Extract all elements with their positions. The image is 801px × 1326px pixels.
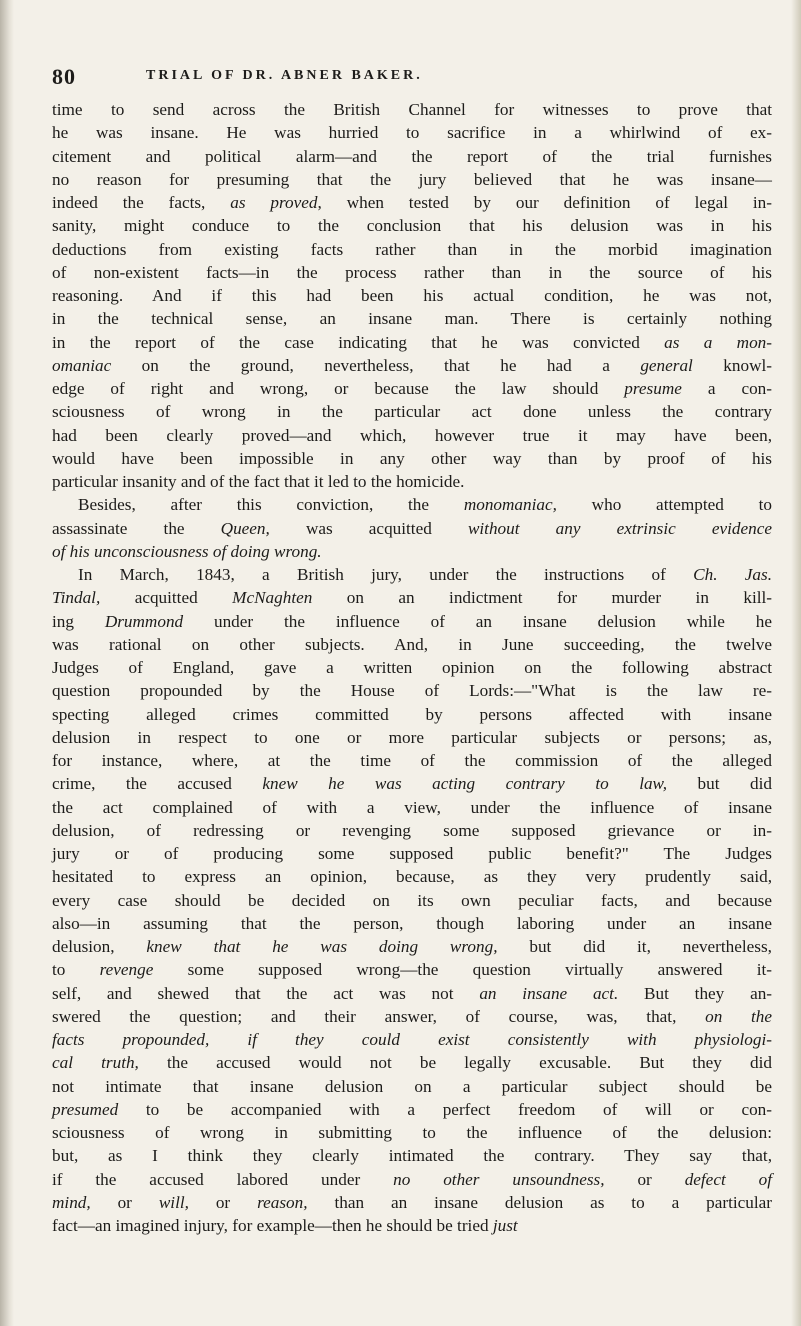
text-line bbox=[52, 447, 772, 470]
text-line bbox=[52, 958, 772, 981]
text-run: citement and political alarm—and the report of the trial furnishes bbox=[52, 146, 772, 166]
text-run: deductions from existing facts rather than in the morbid imagination bbox=[52, 239, 772, 259]
text-line bbox=[52, 493, 772, 516]
text-run: in the technical sense, an insane man. There is certainly nothing bbox=[52, 309, 772, 329]
body-text bbox=[52, 98, 772, 1237]
text-run: or bbox=[90, 1192, 159, 1212]
text-run: ing bbox=[52, 611, 105, 631]
text-line bbox=[52, 191, 772, 214]
text-line bbox=[52, 586, 772, 609]
text-run: particular insanity and of the fact that it led to the homicide. bbox=[52, 472, 465, 491]
text-run: , when tested by our definition of legal in- bbox=[317, 193, 772, 212]
text-run: indeed the facts, bbox=[52, 193, 231, 212]
text-line bbox=[52, 517, 772, 540]
text-line bbox=[52, 1075, 772, 1098]
text-run: in the report of the case indicating that he was convicted bbox=[52, 332, 665, 352]
text-run: or bbox=[188, 1192, 258, 1212]
text-run: or bbox=[604, 1169, 685, 1189]
italic-text: knew that he was doing wrong, bbox=[146, 937, 498, 956]
text-line bbox=[52, 563, 772, 586]
text-line bbox=[52, 633, 772, 656]
text-line bbox=[52, 1028, 772, 1051]
italic-text: omaniac bbox=[52, 355, 112, 375]
text-line bbox=[52, 424, 772, 447]
italic-text: Tindal, bbox=[52, 588, 101, 608]
text-run: every case should be decided on its own peculiar facts, and because bbox=[52, 890, 772, 910]
text-run: also—in assuming that the person, though laboring under an insane bbox=[52, 913, 772, 933]
text-run: no reason for presuming that the jury believed that he was insane— bbox=[52, 169, 772, 189]
italic-text: no other unsoundness, bbox=[393, 1169, 605, 1189]
text-line bbox=[52, 1191, 772, 1214]
text-line bbox=[52, 400, 772, 423]
text-run: knowl- bbox=[692, 355, 772, 375]
text-run: than an insane delusion as to a particular bbox=[307, 1192, 772, 1212]
text-run: but did it, nevertheless, bbox=[497, 937, 772, 956]
text-line bbox=[52, 1098, 772, 1121]
text-line bbox=[52, 889, 772, 912]
text-line bbox=[52, 935, 772, 958]
running-head: TRIAL OF DR. ABNER BAKER. bbox=[146, 68, 423, 83]
text-run: Besides, after this conviction, the bbox=[78, 495, 464, 515]
text-run: Judges of England, gave a written opinion on the following abstract bbox=[52, 658, 772, 677]
text-line bbox=[52, 726, 772, 749]
text-run: the accused would not be legally excusable. But they did bbox=[138, 1053, 772, 1073]
text-run: reasoning. And if this had been his actual condition, he was not, bbox=[52, 286, 772, 305]
text-run: under the influence of an insane delusion while he bbox=[183, 611, 773, 631]
text-line bbox=[52, 214, 772, 237]
italic-text: mind, bbox=[52, 1192, 91, 1212]
text-line bbox=[52, 679, 772, 702]
text-line bbox=[52, 656, 772, 679]
italic-text: general bbox=[640, 355, 693, 375]
text-run: delusion, of redressing or revenging some supposed grievance or in- bbox=[52, 820, 772, 840]
text-line bbox=[52, 98, 772, 121]
italic-text: without any extrinsic evidence bbox=[467, 518, 772, 538]
page-edge-shadow bbox=[791, 0, 801, 1326]
italic-text: as a mon- bbox=[664, 332, 772, 352]
text-run: on an indictment for murder in kill- bbox=[312, 588, 772, 608]
page-number: 80 bbox=[52, 64, 76, 89]
text-run: to bbox=[52, 960, 100, 980]
page-header bbox=[52, 64, 772, 88]
text-line bbox=[52, 865, 772, 888]
text-run: question propounded by the House of Lords:—"What is the law re- bbox=[52, 681, 772, 701]
text-line bbox=[52, 168, 772, 191]
italic-text: of his unconsciousness of doing wrong. bbox=[52, 541, 322, 561]
text-line bbox=[52, 796, 772, 819]
italic-text: defect of bbox=[684, 1169, 772, 1189]
text-line bbox=[52, 121, 772, 144]
italic-text: facts propounded, if they could exist consistently with physiologi- bbox=[52, 1030, 772, 1049]
text-run: would have been impossible in any other way than by proof of his bbox=[52, 448, 772, 468]
text-line bbox=[52, 540, 772, 563]
italic-text: as proved bbox=[230, 193, 318, 212]
text-run: hesitated to express an opinion, because, as they very prudently said, bbox=[52, 867, 772, 887]
page-binding-shadow bbox=[0, 0, 14, 1326]
text-line bbox=[52, 819, 772, 842]
text-line bbox=[52, 1005, 772, 1028]
text-run: he was insane. He was hurried to sacrifice in a whirlwind of ex- bbox=[52, 123, 772, 143]
text-run: if the accused labored under bbox=[52, 1169, 394, 1189]
text-run: specting alleged crimes committed by persons affected with insane bbox=[52, 704, 772, 724]
italic-text: presumed bbox=[52, 1099, 119, 1119]
text-line bbox=[52, 470, 772, 493]
text-run: But they an- bbox=[618, 983, 773, 1003]
text-run: jury or of producing some supposed public benefit?" The Judges bbox=[52, 844, 772, 863]
italic-text: will, bbox=[158, 1192, 189, 1212]
italic-text: reason, bbox=[257, 1192, 308, 1212]
text-run: crime, the accused bbox=[52, 774, 263, 794]
text-run: swered the question; and their answer, of course, was, that, bbox=[52, 1006, 706, 1026]
text-run: but did bbox=[667, 774, 772, 794]
text-line bbox=[52, 1144, 772, 1167]
text-run: not intimate that insane delusion on a particular subject should be bbox=[52, 1076, 772, 1096]
text-run: but, as I think they clearly intimated the contrary. They say that, bbox=[52, 1146, 772, 1166]
text-line bbox=[52, 238, 772, 261]
text-run: time to send across the British Channel for witnesses to prove that bbox=[52, 100, 772, 119]
italic-text: monomaniac, bbox=[463, 495, 557, 515]
text-run: some supposed wrong—the question virtually answered it- bbox=[153, 960, 772, 980]
text-run: edge of right and wrong, or because the law should bbox=[52, 379, 625, 398]
italic-text: revenge bbox=[99, 960, 154, 980]
text-run: delusion in respect to one or more particular subjects or persons; as, bbox=[52, 727, 772, 747]
text-line bbox=[52, 982, 772, 1005]
text-line bbox=[52, 772, 772, 795]
text-run: for instance, where, at the time of the commission of the alleged bbox=[52, 751, 772, 770]
text-run: sciousness of wrong in submitting to the influence of the delusion: bbox=[52, 1123, 772, 1142]
italic-text: on the bbox=[705, 1006, 773, 1026]
text-line bbox=[52, 1168, 772, 1191]
text-line bbox=[52, 284, 772, 307]
text-run: sanity, might conduce to the conclusion that his delusion was in his bbox=[52, 216, 772, 236]
italic-text: McNaghten bbox=[232, 588, 313, 608]
text-run: a con- bbox=[681, 379, 772, 398]
text-line bbox=[52, 703, 772, 726]
italic-text: presume bbox=[624, 379, 682, 398]
text-run: on the ground, nevertheless, that he had a bbox=[111, 355, 641, 375]
italic-text: just bbox=[492, 1216, 518, 1235]
text-run: who attempted to bbox=[556, 495, 772, 515]
italic-text: Ch. Jas. bbox=[693, 565, 773, 584]
text-line bbox=[52, 1121, 772, 1144]
text-line bbox=[52, 842, 772, 865]
text-run: acquitted bbox=[100, 588, 233, 608]
text-line bbox=[52, 307, 772, 330]
italic-text: Drummond bbox=[104, 611, 184, 631]
text-line bbox=[52, 1051, 772, 1074]
text-run: fact—an imagined injury, for example—then he should be tried bbox=[52, 1216, 493, 1235]
text-line bbox=[52, 610, 772, 633]
text-run: had been clearly proved—and which, however true it may have been, bbox=[52, 425, 772, 445]
text-line bbox=[52, 749, 772, 772]
italic-text: an insane act. bbox=[479, 983, 619, 1003]
italic-text: Queen, bbox=[220, 518, 270, 538]
text-run: In March, 1843, a British jury, under the instructions of bbox=[78, 565, 694, 584]
text-line bbox=[52, 377, 772, 400]
text-line bbox=[52, 145, 772, 168]
text-run: to be accompanied with a perfect freedom of will or con- bbox=[118, 1099, 772, 1119]
text-line bbox=[52, 331, 772, 354]
text-run: delusion, bbox=[52, 937, 147, 956]
text-line bbox=[52, 261, 772, 284]
text-run: assassinate the bbox=[52, 518, 221, 538]
text-run: self, and shewed that the act was not bbox=[52, 983, 480, 1003]
text-run: of non-existent facts—in the process rather than in the source of his bbox=[52, 262, 772, 282]
text-run: was rational on other subjects. And, in June succeeding, the twelve bbox=[52, 634, 772, 654]
italic-text: knew he was acting contrary to law, bbox=[262, 774, 668, 794]
text-run: the act complained of with a view, under the influence of insane bbox=[52, 797, 772, 817]
text-line bbox=[52, 1214, 772, 1237]
text-line bbox=[52, 912, 772, 935]
text-run: was acquitted bbox=[269, 518, 468, 538]
text-run: sciousness of wrong in the particular act done unless the contrary bbox=[52, 402, 772, 422]
text-line bbox=[52, 354, 772, 377]
italic-text: cal truth, bbox=[52, 1053, 139, 1073]
